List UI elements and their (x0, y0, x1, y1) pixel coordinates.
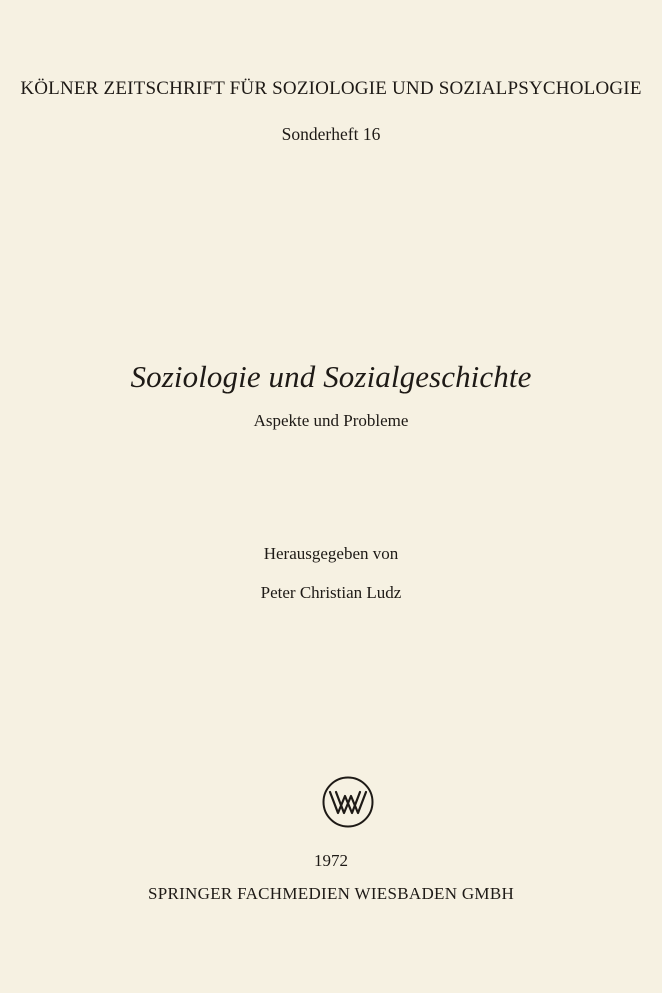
publication-year: 1972 (314, 851, 348, 870)
editor-label: Herausgegeben von (263, 544, 399, 563)
book-title: Soziologie und Sozialgeschichte (130, 359, 532, 394)
publisher-name: SPRINGER FACHMEDIEN WIESBADEN GMBH (147, 884, 515, 903)
issue-number: Sonderheft 16 (281, 124, 381, 144)
publisher-logo-icon (321, 775, 375, 829)
series-title: KÖLNER ZEITSCHRIFT FÜR SOZIOLOGIE UND SOZIALPSYCHOLOGIE (20, 78, 642, 99)
editor-name: Peter Christian Ludz (260, 583, 402, 602)
book-subtitle: Aspekte und Probleme (253, 411, 409, 430)
